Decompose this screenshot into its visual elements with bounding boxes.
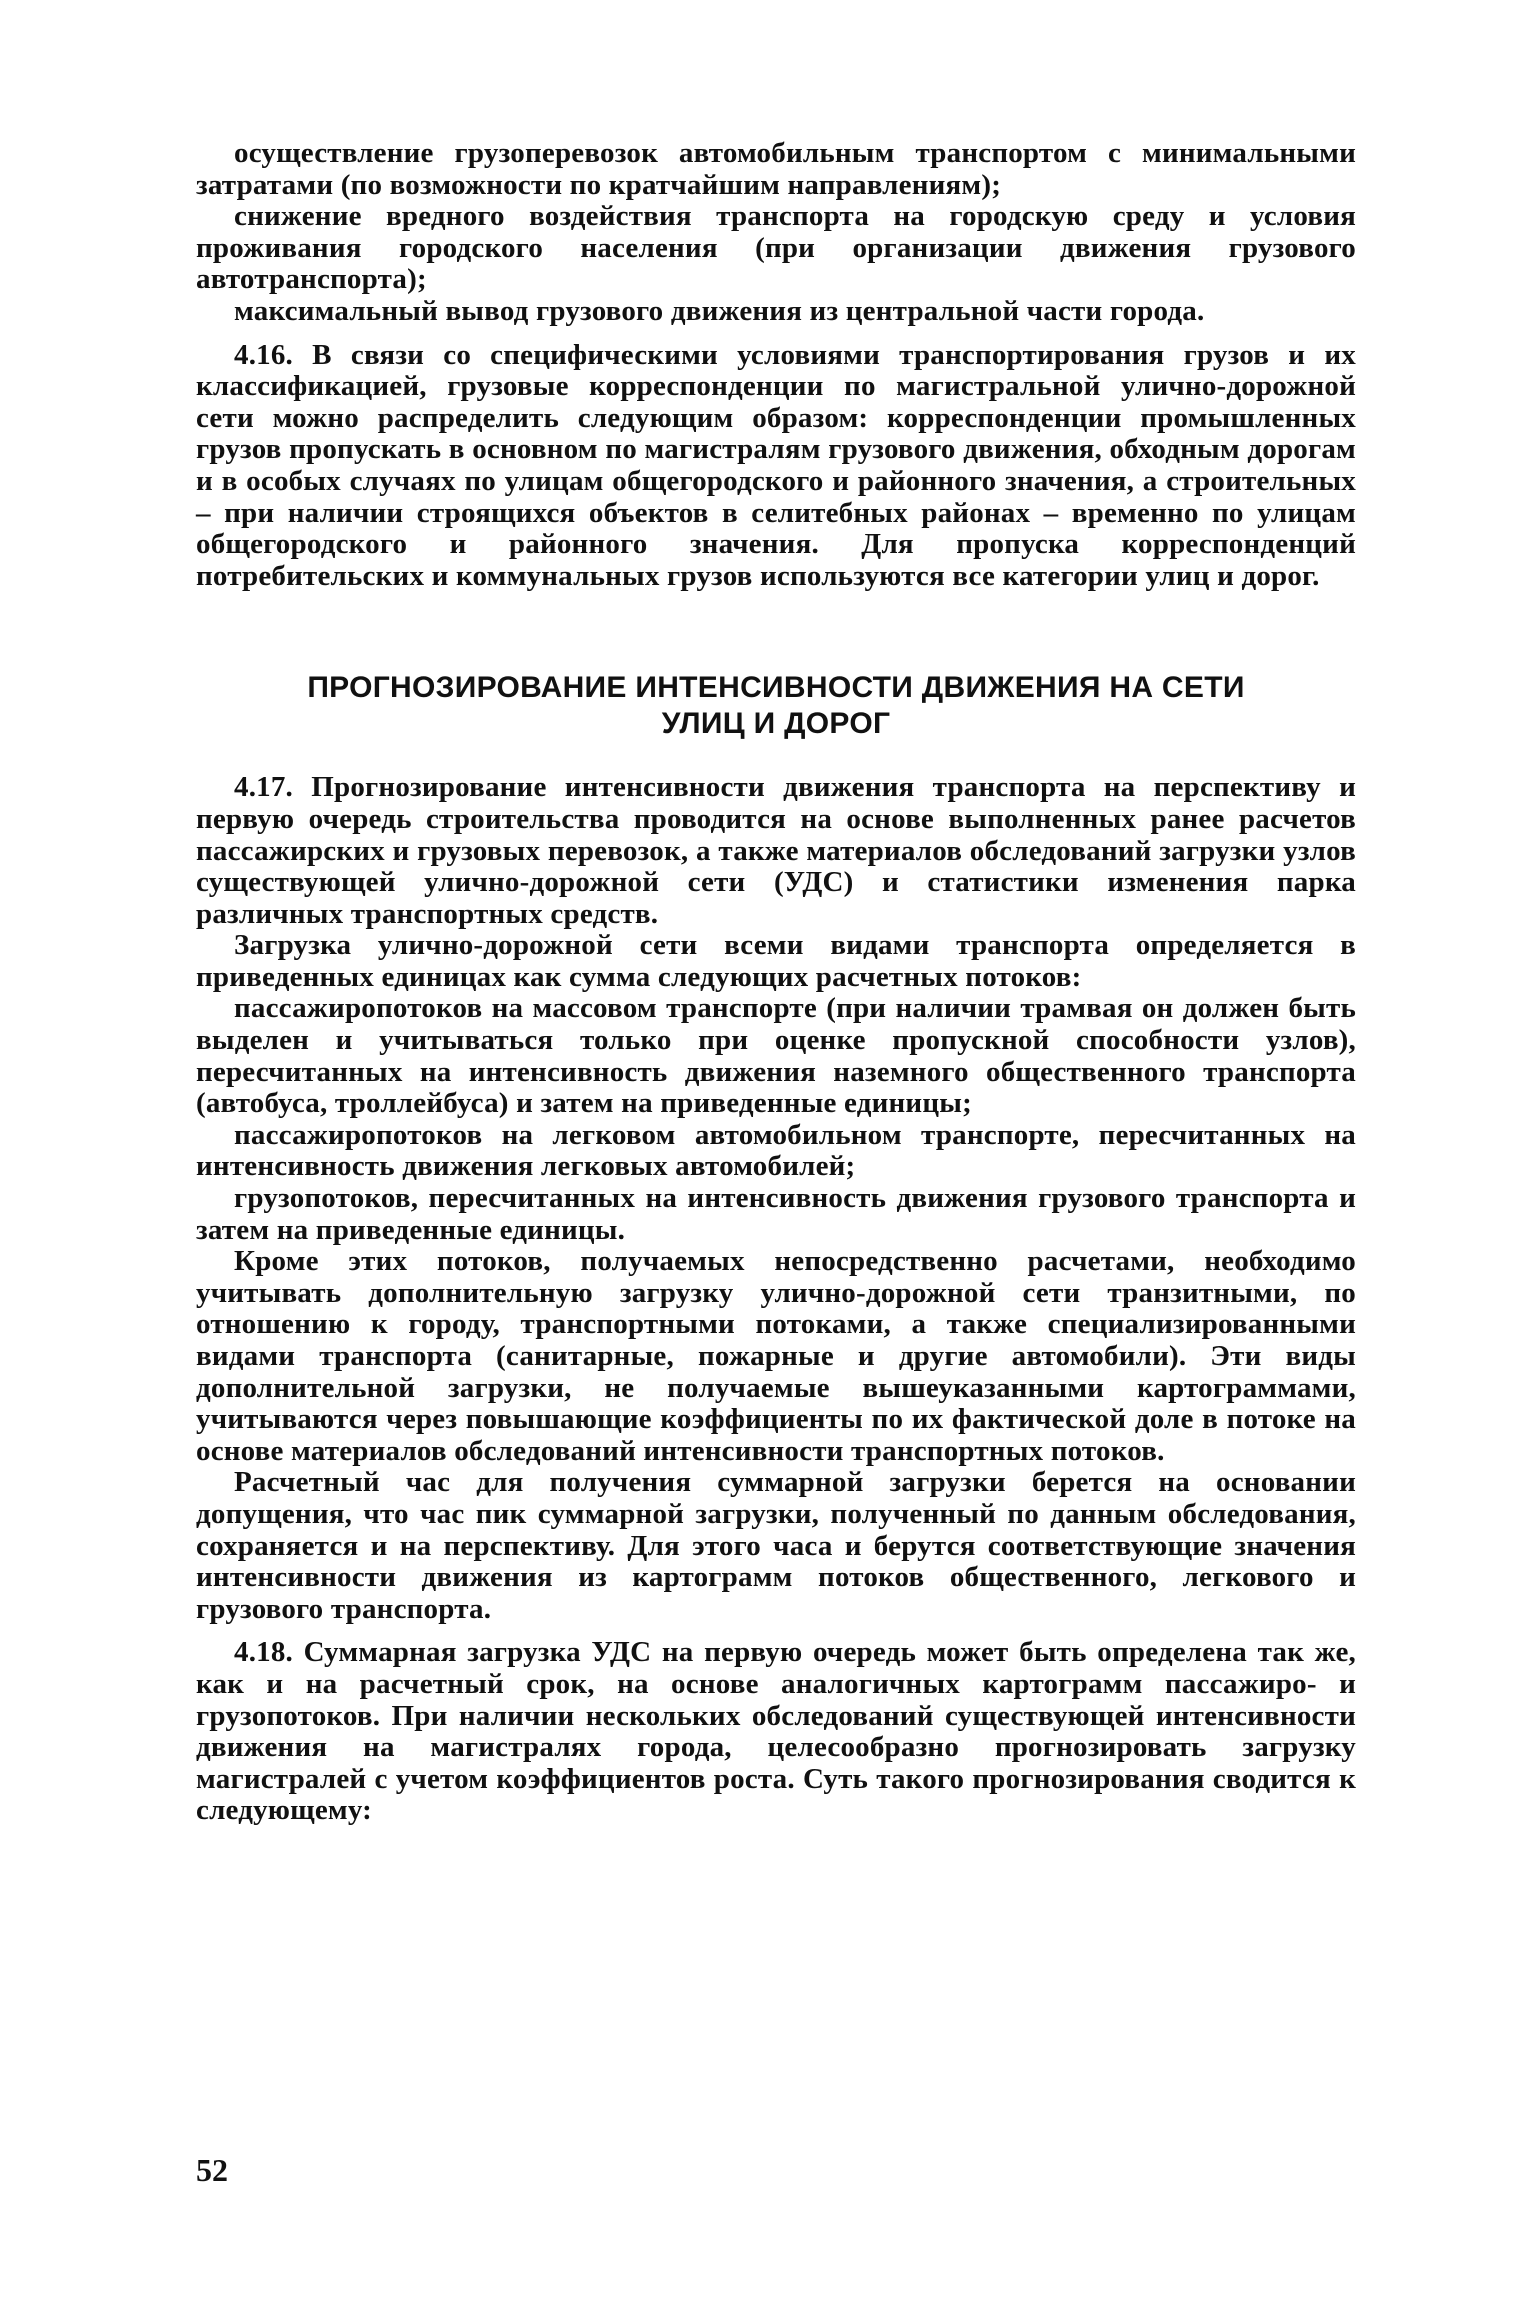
list-item-cargo-transport: осуществление грузоперевозок автомобильным транспортом с минимальными затратами (по возможности по кратчайшим направлениям); [196,137,1356,201]
paragraph-network-load: Загрузка улично-дорожной сети всеми видами транспорта определяется в приведенных единицах как сумма следующих расчетных потоков: [196,929,1356,993]
page-number: 52 [196,2152,228,2188]
paragraph-additional-load: Кроме этих потоков, получаемых непосредственно расчетами, необходимо учитывать дополнительную загрузку улично-дорожной сети транзитными, по отношению к городу, транспортными потоками, а также специализированными видами транспорта (санитарные, пожарные и другие автомобили). Эти виды дополнительной загрузки, не получаемые вышеуказанными картограммами, учитываются через повышающие коэффициенты по их фактической доле в потоке на основе материалов обследований интенсивности транспортных потоков. [196,1245,1356,1467]
section-heading-line-2: УЛИЦ И ДОРОГ [661,707,891,741]
section-heading [196,670,1356,742]
list-item-mass-transit: пассажиропотоков на массовом транспорте (при наличии трамвая он должен быть выделен и учитываться только при оценке пропускной способности узлов), пересчитанных на интенсивность движения наземного общественного транспорта (автобуса, троллейбуса) и затем на приведенные единицы; [196,992,1356,1120]
list-item-harm-reduction: снижение вредного воздействия транспорта на городскую среду и условия проживания городского населения (при организации движения грузового автотранспорта); [196,200,1356,296]
document-page [196,138,1356,1827]
list-item-center-removal: максимальный вывод грузового движения из центральной части города. [234,294,1205,327]
paragraph-design-hour: Расчетный час для получения суммарной загрузки берется на основании допущения, что час пик суммарной загрузки, полученный по данным обследования, сохраняется и на перспективу. Для этого часа и берутся соответствующие значения интенсивности движения из картограмм потоков общественного, легкового и грузового транспорта. [196,1466,1356,1625]
paragraph-4-17: 4.17. Прогнозирование интенсивности движения транспорта на перспективу и первую очередь строительства проводится на основе выполненных ранее расчетов пассажирских и грузовых перевозок, а также материалов обследований загрузки узлов существующей улично-дорожной сети (УДС) и статистики изменения парка различных транспортных средств. [196,771,1356,930]
list-item-passenger-cars: пассажиропотоков на легковом автомобильном транспорте, пересчитанных на интенсивность движения легковых автомобилей; [196,1118,1356,1183]
list-item-freight: грузопотоков, пересчитанных на интенсивность движения грузового транспорта и затем на приведенные единицы. [196,1182,1356,1246]
paragraph-4-18: 4.18. Суммарная загрузка УДС на первую очередь может быть определена так же, как и на расчетный срок, на основе аналогичных картограмм пассажиро- и грузопотоков. При наличии нескольких обследований существующей интенсивности движения на магистралях города, целесообразно прогнозировать загрузку магистралей с учетом коэффициентов роста. Суть такого прогнозирования сводится к следующему: [196,1636,1356,1827]
section-heading-line-1: ПРОГНОЗИРОВАНИЕ ИНТЕНСИВНОСТИ ДВИЖЕНИЯ НА СЕТИ [307,671,1245,705]
paragraph-4-16: 4.16. В связи со специфическими условиями транспортирования грузов и их классификацией, грузовые корреспонденции по магистральной улично-дорожной сети можно распределить следующим образом: корреспонденции промышленных грузов пропускать в основном по магистралям грузового движения, обходным дорогам и в особых случаях по улицам общегородского и районного значения, а строительных – при наличии строящихся объектов в селитебных районах – временно по улицам общегородского и районного значения. Для пропуска корреспонденций потребительских и коммунальных грузов используются все категории улиц и дорог. [196,338,1356,592]
